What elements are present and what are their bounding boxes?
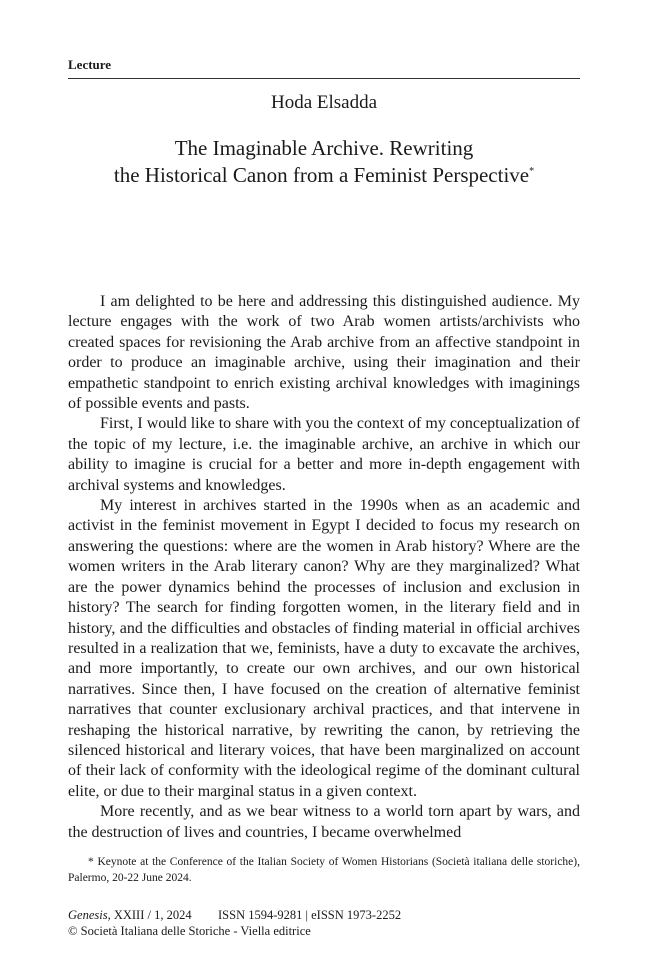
title-line-2 (68, 162, 580, 189)
footnote-text: * Keynote at the Conference of the Italian Society of Women Historians (Società italiana delle storiche), Palermo, 20-22 June 2024. (68, 856, 580, 884)
footnote (68, 854, 580, 886)
paragraph-1: I am delighted to be here and addressing this distinguished audience. My lecture engages with the work of two Arab women artists/archivists who created spaces for revisioning the Arab archive from an affective standpoint in order to produce an imaginable archive, using their imagination and their empathetic standpoint to enrich existing archival knowledges with imaginings of possible events and pasts. (68, 293, 580, 413)
footer-copyright: © Società Italiana delle Storiche - Viella editrice (68, 924, 311, 938)
paragraph-4: More recently, and as we bear witness to a world torn apart by wars, and the destruction of lives and countries, I became overwhelmed (68, 803, 580, 841)
title-line-2-text: the Historical Canon from a Feminist Perspective (113, 163, 530, 187)
footer-volume: , XXIII / 1, 2024 (107, 908, 192, 922)
article-author: Hoda Elsadda (270, 92, 378, 113)
title-line-1: The Imaginable Archive. Rewriting (174, 136, 474, 160)
footer-journal: Genesis (68, 908, 108, 922)
header-rule (68, 78, 580, 79)
footer-citation (68, 907, 580, 923)
paragraph-3: My interest in archives started in the 1990s when as an academic and activist in the feminist movement in Egypt I decided to focus my research on answering the questions: where are the women in Arab history? Where are the women writers in the Arab literary canon? Why are they marginalized? What are the power dynamics behind the processes of inclusion and exclusion in history? The search for finding forgotten women, in the literary field and in history, and the difficulties and obstacles of finding material in official archives resulted in a realization that we, feminists, have a duty to excavate the archives, and more importantly, to create our own archives, and our own historical narratives. Since then, I have focused on the creation of alternative feminist narratives that counter exclusionary archival practices, and that intervene in reshaping the historical narrative, by rewriting the canon, by retrieving the silenced historical and literary voices, that have been marginalized on account of their lack of conformity with the ideological regime of the dominant cultural elite, or due to their marginal status in a given context. (68, 497, 580, 800)
page-footer (68, 907, 580, 939)
footer-issn: ISSN 1594-9281 | eISSN 1973-2252 (218, 908, 402, 922)
section-label: Lecture (68, 57, 112, 72)
title-footnote-mark: * (529, 166, 535, 177)
paragraph-2: First, I would like to share with you the context of my conceptualization of the topic of my lecture, i.e. the imaginable archive, an archive in which our ability to imagine is crucial for a better and more in-depth engagement with archival systems and knowledges. (68, 415, 580, 494)
article-title (68, 135, 580, 189)
article-body (68, 292, 580, 843)
footer-volume-group (68, 907, 218, 923)
